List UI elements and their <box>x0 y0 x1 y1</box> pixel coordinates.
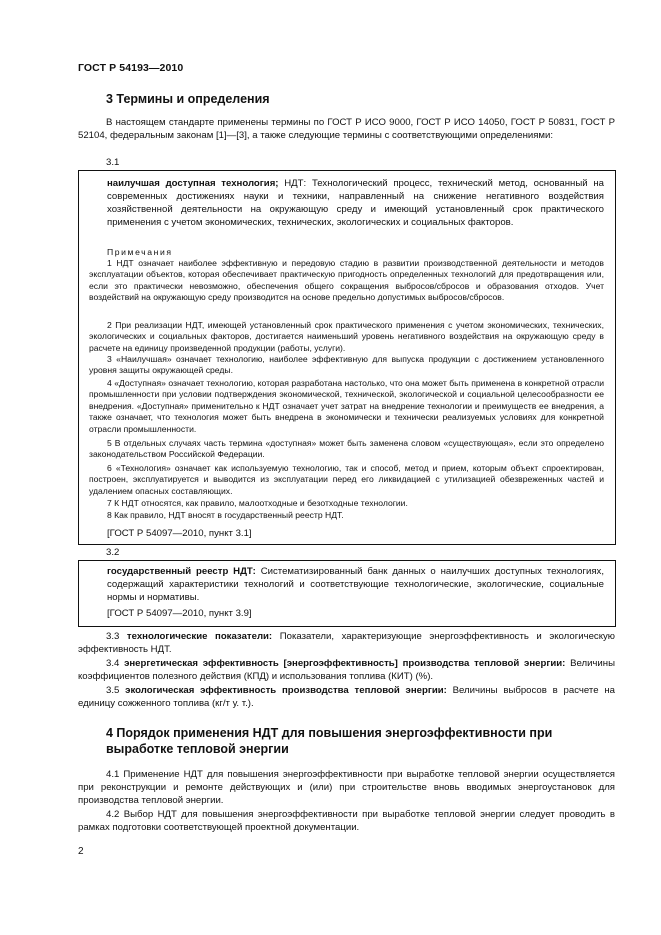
section-3-intro: В настоящем стандарте применены термины по ГОСТ Р ИСО 9000, ГОСТ Р ИСО 14050, ГОСТ Р 50831, ГОСТ Р 52104, федеральным законам [1]—[3], а также следующие термины с соответствующими определениями: <box>78 117 615 141</box>
note-2: 2 При реализации НДТ, имеющей установленный срок практического применения с учетом экономических, технических, экологических и социальных факторов, достигается наименьший уровень негативного воздействия на окружающую среду в расчете на единицу произведенной продукции (работы, услуги). <box>89 320 604 353</box>
term-3-4-term: энергетическая эффективность [энергоэффективность] производства тепловой энергии: <box>124 658 566 669</box>
note-7: 7 К НДТ относятся, как правило, малоотходные и безотходные технологии. <box>107 498 408 508</box>
paragraph-4-1: 4.1 Применение НДТ для повышения энергоэффективности при выработке тепловой энергии осуществляется при реконструкции и ремонте действующих и (или) при строительстве вновь вводимых энергоустановок для производства тепловой энергии. <box>78 769 615 806</box>
term-3-2-definition <box>107 565 604 604</box>
page-number: 2 <box>78 846 84 857</box>
term-3-5: 3.5 экологическая эффективность производства тепловой энергии: Величины выбросов в расчете на единицу сожженного топлива (кг/т у. т.). <box>78 685 615 709</box>
paragraph-4-2: 4.2 Выбор НДТ для повышения энергоэффективности при выработке тепловой энергии следует проводить в рамках подготовки соответствующей проектной документации. <box>78 809 615 833</box>
note-1: 1 НДТ означает наиболее эффективную и передовую стадию в развитии производственной деятельности и методов эксплуатации объектов, которая обеспечивает практическую пригодность определенных технологий для предотвращения или, если это практически невозможно, обеспечения общего сокращения выбросов/сбросов и образования отходов. Учет воздействий на окружающую среду производится на основе предельно допустимых выбросов/сбросов. <box>89 258 604 303</box>
notes-heading: Примечания <box>107 247 173 257</box>
note-6: 6 «Технология» означает как используемую технологию, так и способ, метод и прием, которым объект спроектирован, построен, эксплуатируется и выводится из эксплуатации перед его ликвидацией с утилизацией обезвреженных частей и удалением опасных составляющих. <box>89 463 604 496</box>
term-3-1-def-text: НДТ: Технологический процесс, технический метод, основанный на современных достижениях науки и техники, направленный на снижение негативного воздействия хозяйственной деятельности на окружающую среду и имеющий установленный срок практического применения с учетом экономических, технических, экологических и социальных факторов. <box>107 178 604 228</box>
term-3-4: 3.4 энергетическая эффективность [энергоэффективность] производства тепловой энергии: Величины коэффициентов полезного действия (КПД) и использования топлива (КИТ) (%). <box>78 658 615 682</box>
document-header: ГОСТ Р 54193—2010 <box>78 62 184 74</box>
note-5: 5 В отдельных случаях часть термина «доступная» может быть заменена словом «существующая», если это определено законодательством Российской Федерации. <box>89 438 604 460</box>
term-3-1-definition <box>107 177 604 229</box>
term-3-2-term: государственный реестр НДТ: <box>107 566 256 577</box>
note-3: 3 «Наилучшая» означает технологию, наиболее эффективную для выпуска продукции с достижением установленного уровня защиты окружающей среды. <box>89 354 604 376</box>
term-3-2-box <box>78 560 616 627</box>
term-3-2-number: 3.2 <box>106 547 120 558</box>
term-3-2-def-text: Систематизированный банк данных о наилучших доступных технологиях, содержащий характеристики технологий и соответствующие технологические, экологические, социальные нормы и нормативы. <box>107 566 604 603</box>
section-3-title: 3 Термины и определения <box>106 92 270 106</box>
term-3-1-term: наилучшая доступная технология; <box>107 178 279 189</box>
term-3-2-source: [ГОСТ Р 54097—2010, пункт 3.9] <box>107 608 252 619</box>
note-8: 8 Как правило, НДТ вносят в государственный реестр НДТ. <box>107 510 344 520</box>
term-3-3: 3.3 технологические показатели: Показатели, характеризующие энергоэффективность и экологическую эффективность НДТ. <box>78 631 615 655</box>
note-4: 4 «Доступная» означает технологию, которая разработана настолько, что она может быть применена в конкретной отрасли промышленности при условии подтверждения экономической, технической, экологической и социальной целесообразности ее внедрения. «Доступная» применительно к НДТ означает учет затрат на внедрение технологии и преимуществ ее внедрения, а также означает, что технология может быть внедрена в экономически и технически реализуемых условиях для конкретной отрасли промышленности. <box>89 378 604 434</box>
term-3-1-box <box>78 170 616 545</box>
term-3-3-term: технологические показатели: <box>126 631 273 642</box>
term-3-5-term: экологическая эффективность производства тепловой энергии: <box>125 685 447 696</box>
section-4-title: 4 Порядок применения НДТ для повышения энергоэффективности при выработке тепловой энергии <box>106 726 553 756</box>
term-3-1-number: 3.1 <box>106 157 120 168</box>
term-3-1-source: [ГОСТ Р 54097—2010, пункт 3.1] <box>107 528 252 539</box>
